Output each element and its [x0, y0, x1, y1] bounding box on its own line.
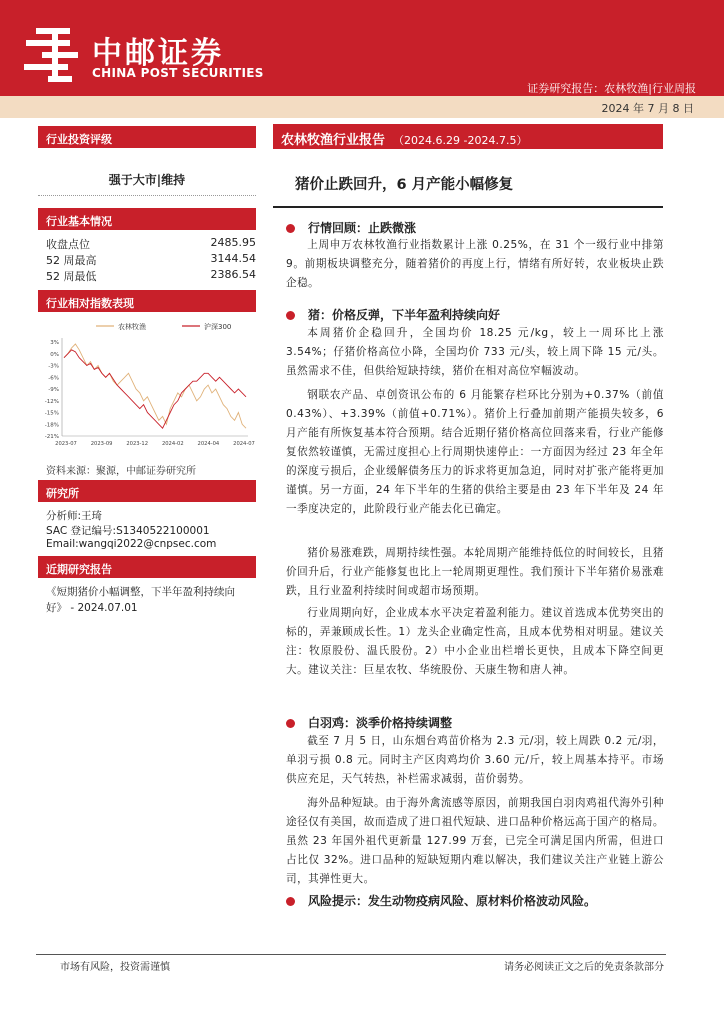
stat-row [46, 252, 256, 268]
bullet-icon [286, 897, 295, 906]
paragraph: 海外品种短缺。由于海外禽流感等原因，前期我国白羽肉鸡祖代海外引种途径仅有美国，故而造成了进口祖代短缺、进口品种价格远高于国产的格局。虽然 23 年国外祖代更新量 127.99 万套，已完全可满足国内所需，但进口占比仅 32%。进口品种的短缺短期内难以解决，我们建议关注产业链上游公司，其弹性更大。 [286, 797, 664, 885]
report-date: 2024 年 7 月 8 日 [601, 102, 694, 115]
basics-heading: 行业基本情况 [38, 208, 256, 230]
china-post-logo-icon [22, 26, 82, 82]
y-tick-label: -21% [44, 434, 59, 440]
y-tick-label: 0% [50, 351, 59, 358]
stat-value: 3144.54 [210, 252, 256, 265]
y-tick-label: 3% [50, 340, 59, 346]
y-tick-label: -12% [44, 398, 59, 405]
paragraph: 本周猪价企稳回升，全国均价 18.25 元/kg，较上一周环比上涨 3.54%；仔猪价格高位小降，全国均价 733 元/头，较上周下降 15 元/头。虽然需求不佳，但供给短缺持续，猪价在相对高位窄幅波动。 [286, 327, 664, 377]
legend-label: 农林牧渔 [118, 323, 146, 331]
stat-row [46, 236, 256, 252]
brand-name-cn: 中邮证券 [92, 36, 224, 71]
legend-label: 沪深300 [204, 323, 232, 331]
divider [273, 206, 663, 208]
recent-heading: 近期研究报告 [38, 556, 256, 578]
stat-row [46, 268, 256, 284]
paragraph: 截至 7 月 5 日，山东烟台鸡苗价格为 2.3 元/羽，较上周跌 0.2 元/羽，单羽亏损 0.8 元。同时主产区肉鸡均价 3.60 元/斤，较上周基本持平。市场供应充足，天气转热，补栏需求减弱，苗价弱势。 [286, 735, 664, 785]
paragraph: 上周申万农林牧渔行业指数累计上涨 0.25%，在 31 个一级行业中排第 9。前期板块调整充分，随着猪价的再度上行，情绪有所好转，农业板块止跌企稳。 [286, 239, 664, 289]
report-title-bar [273, 124, 663, 149]
report-header [0, 0, 724, 96]
series-line [64, 350, 246, 428]
x-tick-label: 2024-04 [197, 441, 220, 447]
x-tick-label: 2024-07 [233, 441, 255, 447]
paragraph: 行业周期向好，企业成本水平决定着盈利能力。建议首选成本优势突出的标的，弄兼顾成长性。1）龙头企业确定性高，且成本优势相对明显。建议关注：牧原股份、温氏股份。2）中小企业出栏增长更快，且成本下降空间更大。建议关注：巨星农牧、华统股份、天康生物和唐人神。 [286, 607, 664, 676]
stat-label: 52 周最低 [46, 270, 97, 283]
bullet-icon [286, 224, 295, 233]
report-type: 证券研究报告：农林牧渔|行业周报 [527, 82, 696, 95]
x-tick-label: 2023-09 [90, 441, 113, 447]
chart-heading: 行业相对指数表现 [38, 290, 256, 312]
bullet-icon [286, 719, 295, 728]
relative-index-chart [38, 318, 256, 454]
x-tick-label: 2023-07 [55, 441, 77, 447]
analyst-email: Email:wangqi2022@cnpsec.com [46, 538, 217, 550]
rating-heading: 行业投资评级 [38, 126, 256, 148]
y-tick-label: -6% [48, 375, 59, 382]
footer-divider [36, 954, 666, 955]
date-band [0, 96, 724, 118]
stat-value: 2485.95 [210, 236, 256, 249]
analyst-sac: SAC 登记编号:S1340522100001 [46, 525, 210, 537]
footer-notice: 请务必阅读正文之后的免责条款部分 [504, 962, 664, 973]
y-tick-label: -3% [48, 363, 59, 370]
stat-value: 2386.54 [210, 268, 256, 281]
brand-name-en: CHINA POST SECURITIES [92, 66, 264, 80]
chart-source: 资料来源：聚源，中邮证券研究所 [46, 466, 196, 477]
rating-value: 强于大市|维持 [108, 173, 186, 187]
y-tick-label: -15% [44, 410, 59, 417]
report-range: （2024.6.29 -2024.7.5） [393, 134, 528, 147]
headline: 猪价止跌回升，6 月产能小幅修复 [295, 177, 514, 193]
y-tick-label: -9% [48, 387, 59, 393]
bullet-icon [286, 311, 295, 320]
stat-label: 52 周最高 [46, 254, 97, 267]
y-tick-label: -18% [44, 422, 59, 429]
recent-report-link[interactable]: 《短期猪价小幅调整，下半年盈利持续向好》 - 2024.07.01 [46, 586, 235, 614]
x-tick-label: 2023-12 [126, 441, 149, 447]
paragraph: 猪价易涨难跌，周期持续性强。本轮周期产能维持低位的时间较长，且猪价回升后，行业产能修复也比上一轮周期更理性。我们预计下半年猪价易涨难跌，且行业盈利持续时间或超市场预期。 [286, 547, 664, 597]
research-heading: 研究所 [38, 480, 256, 502]
report-title: 农林牧渔行业报告 [281, 133, 386, 148]
footer-disclaimer: 市场有风险，投资需谨慎 [60, 962, 170, 973]
divider [38, 195, 256, 196]
x-tick-label: 2024-02 [161, 441, 184, 447]
stat-label: 收盘点位 [46, 238, 90, 251]
series-line [64, 344, 246, 428]
analyst-name: 分析师:王琦 [46, 510, 103, 522]
paragraph: 钢联农产品、卓创资讯公布的 6 月能繁存栏环比分别为+0.37%（前值 0.43%）、+3.39%（前值+0.71%）。猪价上行叠加前期产能损失较多，6 月产能有所恢复基本符合预期。结合近期仔猪价格高位回落来看，行业产能修复依然较谨慎，无需过度担心上行周期快速停止：一方面因为经过 23 年全年的深度亏损后，企业缓解债务压力的诉求将更加急迫，同时对扩张产能将更加谨慎。另一方面，24 年下半年的生猪的供给主要是由 23 年下半年及 24 年一季度决定的，此阶段行业产能去化已确定。 [286, 389, 664, 515]
